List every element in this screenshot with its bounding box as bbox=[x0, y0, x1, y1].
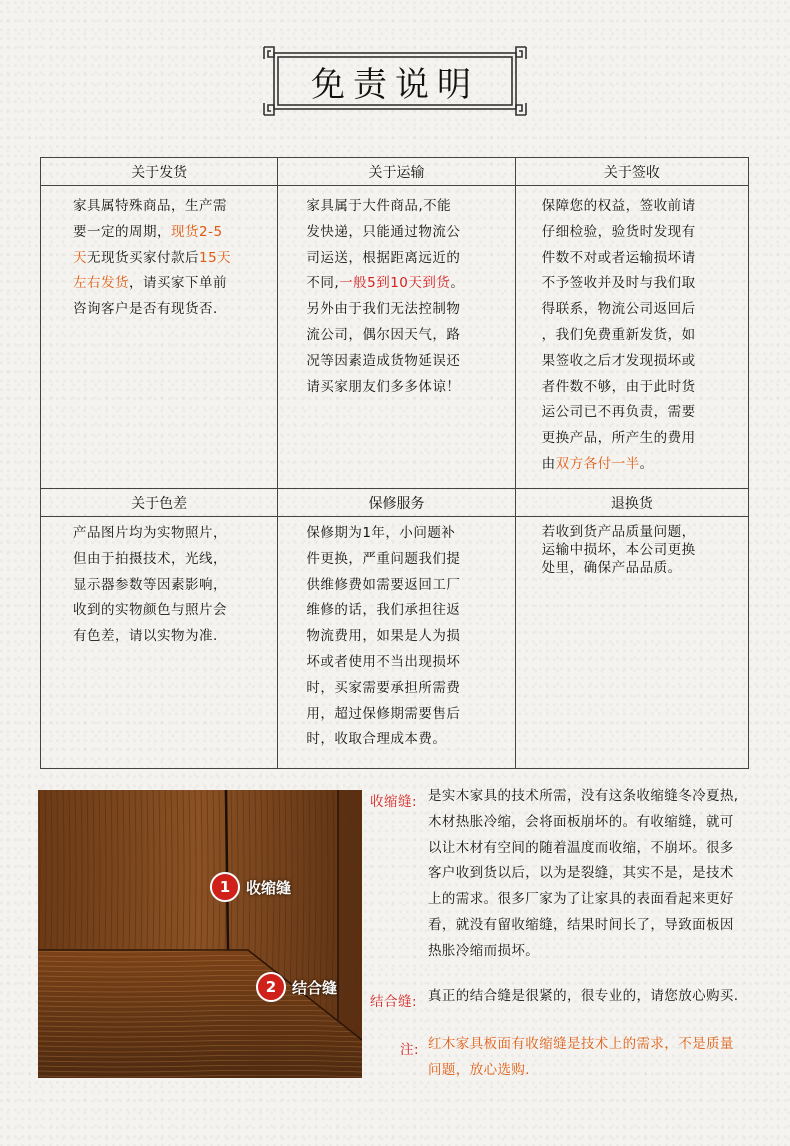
header-color-diff: 关于色差 bbox=[41, 489, 278, 517]
header-returns: 退换货 bbox=[515, 489, 748, 517]
page-title: 免责说明 bbox=[311, 64, 479, 105]
table-header-row bbox=[41, 158, 749, 186]
transport-text bbox=[278, 186, 514, 400]
table-row bbox=[41, 517, 749, 769]
table-header-row bbox=[41, 489, 749, 517]
receipt-highlight: 双方各付一半 bbox=[555, 455, 640, 472]
shipping-highlight-days: 15天 左右发货 bbox=[73, 249, 232, 292]
title-frame bbox=[262, 45, 528, 117]
wood-grain-image bbox=[38, 790, 362, 1078]
number-badge: 1 bbox=[210, 872, 240, 902]
header-warranty: 保修服务 bbox=[278, 489, 515, 517]
header-transport: 关于运输 bbox=[278, 158, 515, 186]
cell-shipping bbox=[41, 186, 278, 489]
receipt-text-part: 。 bbox=[639, 455, 654, 472]
returns-text: 若收到货产品质量问题， 运输中损坏，本公司更换 处里，确保产品品质。 bbox=[541, 524, 696, 576]
warranty-text: 保修期为1年，小问题补 件更换，严重问题我们提 供维修费如需要返回工厂 维修的话，我们承担往返 物流费用，如果是人为损 坏或者使用不当出现损坏 时，买家需要承担所需费 用，超过保修期需要售后 时，收取合理成本费。 bbox=[306, 525, 461, 748]
wood-joint-photo bbox=[38, 790, 362, 1078]
cell-color-diff bbox=[41, 517, 278, 769]
shrink-gap-text: 是实木家具的技术所需，没有这条收缩缝冬冷夏热, 木材热胀冷缩，会将面板崩坏的。有收缩缝，就可 以让木材有空间的随着温度而收缩，不崩坏。很多 客户收到货以后，以为是裂缝，其实不是，是技术 上的需求。很多厂家为了让家具的表面看起来更好 看，就没有留收缩缝，结果时间长了，导致面板因 热胀冷缩而损坏。 bbox=[428, 788, 739, 959]
cell-warranty bbox=[278, 517, 515, 769]
policy-table bbox=[40, 157, 749, 769]
shrink-gap-term: 收缩缝: bbox=[370, 794, 418, 810]
label-text: 结合缝 bbox=[292, 978, 338, 997]
transport-highlight: 一般5到10天到货 bbox=[339, 275, 451, 292]
transport-text-part: 家具属于大件商品,不能 发快递，只能通过物流公 司运送，根据距离远近的 不同, bbox=[306, 198, 461, 292]
shipping-text-part: 无现货买家付款后 bbox=[87, 249, 199, 266]
cell-receipt bbox=[515, 186, 748, 489]
label-shrink-gap bbox=[210, 872, 291, 902]
number-badge: 2 bbox=[256, 972, 286, 1002]
transport-text-part: 。 另外由于我们无法控制物 流公司，偶尔因天气，路 况等因素造成货物延误还 请买家朋友们多多体谅！ bbox=[306, 275, 465, 395]
shipping-text-part: 家具属特殊商品，生产需 要一定的周期， bbox=[73, 198, 227, 240]
color-diff-text: 产品图片均为实物照片， 但由于拍摄技术，光线， 显示器参数等因素影响， 收到的实物颜色与照片会 有色差，请以实物为准. bbox=[73, 525, 227, 645]
joint-seam-term: 结合缝: bbox=[370, 994, 418, 1010]
shipping-text bbox=[41, 186, 277, 323]
note-text: 红木家具板面有收缩缝是技术上的需求，不是质量 问题，放心选购. bbox=[428, 1036, 734, 1078]
note-term: 注: bbox=[400, 1042, 420, 1058]
receipt-text-part: 保障您的权益，签收前请 仔细检验，验货时发现有 件数不对或者运输损坏请 不予签收并及时与我们取 得联系，物流公司返回后 ，我们免费重新发货，如 果签收之后才发现损坏或 者件数不够，由于此时货 运公司已不再负责，需要 更换产品，所产生的费用 由 bbox=[541, 198, 696, 472]
receipt-text bbox=[516, 186, 748, 478]
table-row bbox=[41, 186, 749, 489]
label-text: 收缩缝 bbox=[246, 878, 292, 897]
shipping-text-part: ，请买家下单前 咨询客户是否有现货否. bbox=[73, 275, 227, 318]
label-joint-seam bbox=[256, 972, 337, 1002]
cell-transport bbox=[278, 186, 515, 489]
cell-returns bbox=[515, 517, 748, 769]
header-receipt: 关于签收 bbox=[515, 158, 748, 186]
shipping-highlight-stock: 现货2-5 天 bbox=[73, 223, 223, 266]
joint-seam-text: 真正的结合缝是很紧的，很专业的，请您放心购买. bbox=[428, 988, 739, 1004]
header-shipping: 关于发货 bbox=[41, 158, 278, 186]
